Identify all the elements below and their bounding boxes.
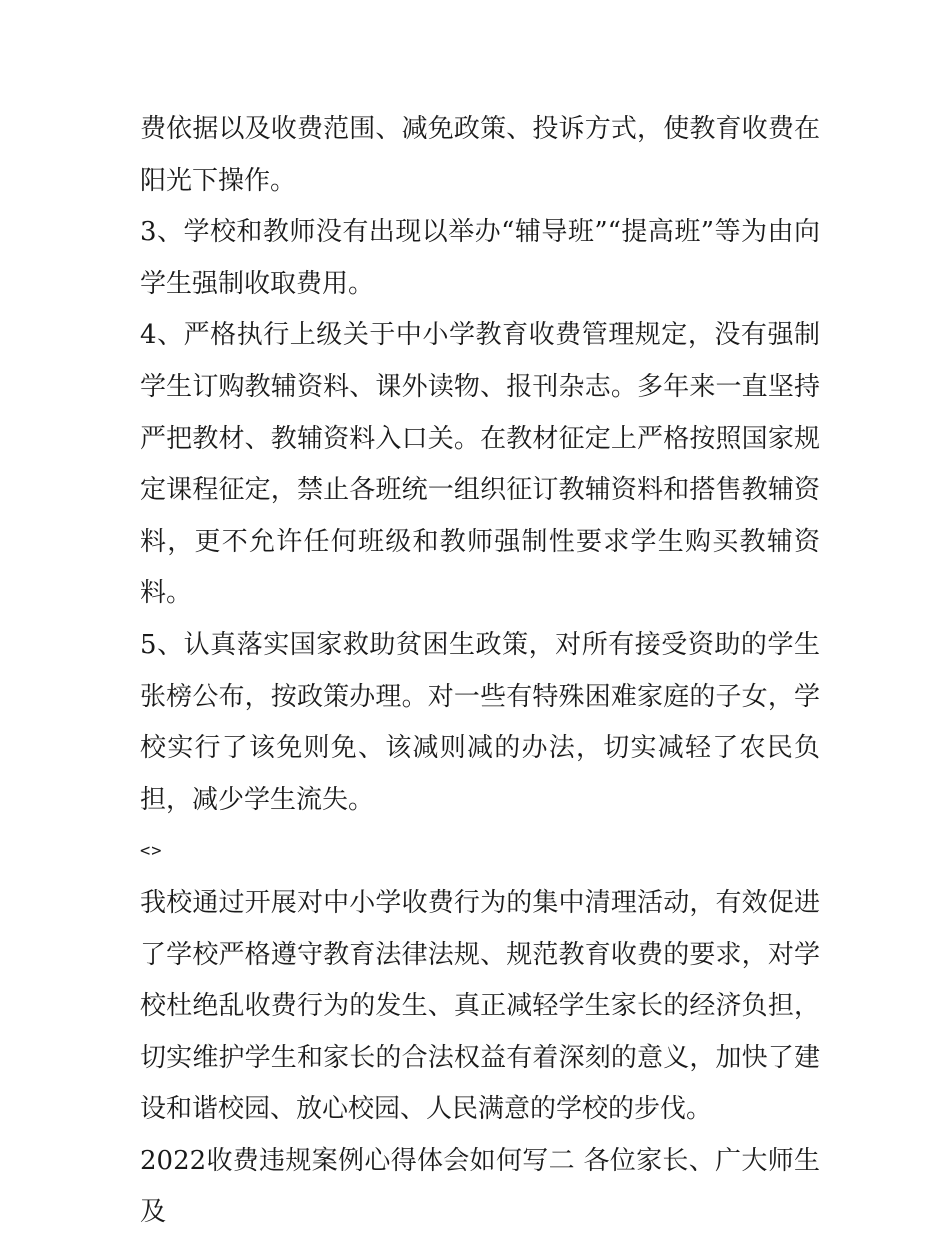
paragraph-item-3: 3、学校和教师没有出现以举办“辅导班”“提高班”等为由向学生强制收取费用。: [140, 217, 820, 299]
section-marker: <>: [140, 841, 163, 862]
paragraph-next-title: 2022收费违规案例心得体会如何写二 各位家长、广大师生及: [140, 1145, 820, 1228]
paragraph-conclusion: 我校通过开展对中小学收费行为的集中清理活动，有效促进了学校严格遵守教育法律法规、规范教育收费的要求，对学校杜绝乱收费行为的发生、真正减轻学生家长的经济负担，切实维护学生和家长的合法权益有着深刻的意义，加快了建设和谐校园、放心校园、人民满意的学校的步伐。: [140, 887, 820, 1125]
paragraph-item-5: 5、认真落实国家救助贫困生政策，对所有接受资助的学生张榜公布，按政策办理。对一些有特殊困难家庭的子女，学校实行了该免则免、该减则减的办法，切实减轻了农民负担，减少学生流失。: [140, 629, 820, 815]
paragraph-fee-basis: 费依据以及收费范围、减免政策、投诉方式，使教育收费在阳光下操作。: [140, 114, 820, 196]
paragraph-item-4: 4、严格执行上级关于中小学教育收费管理规定，没有强制学生订购教辅资料、课外读物、报刊杂志。多年来一直坚持严把教材、教辅资料入口关。在教材征定上严格按照国家规定课程征定，禁止各班统一组织征订教辅资料和搭售教辅资料，更不允许任何班级和教师强制性要求学生购买教辅资料。: [140, 320, 820, 609]
document-body: [140, 104, 820, 1239]
